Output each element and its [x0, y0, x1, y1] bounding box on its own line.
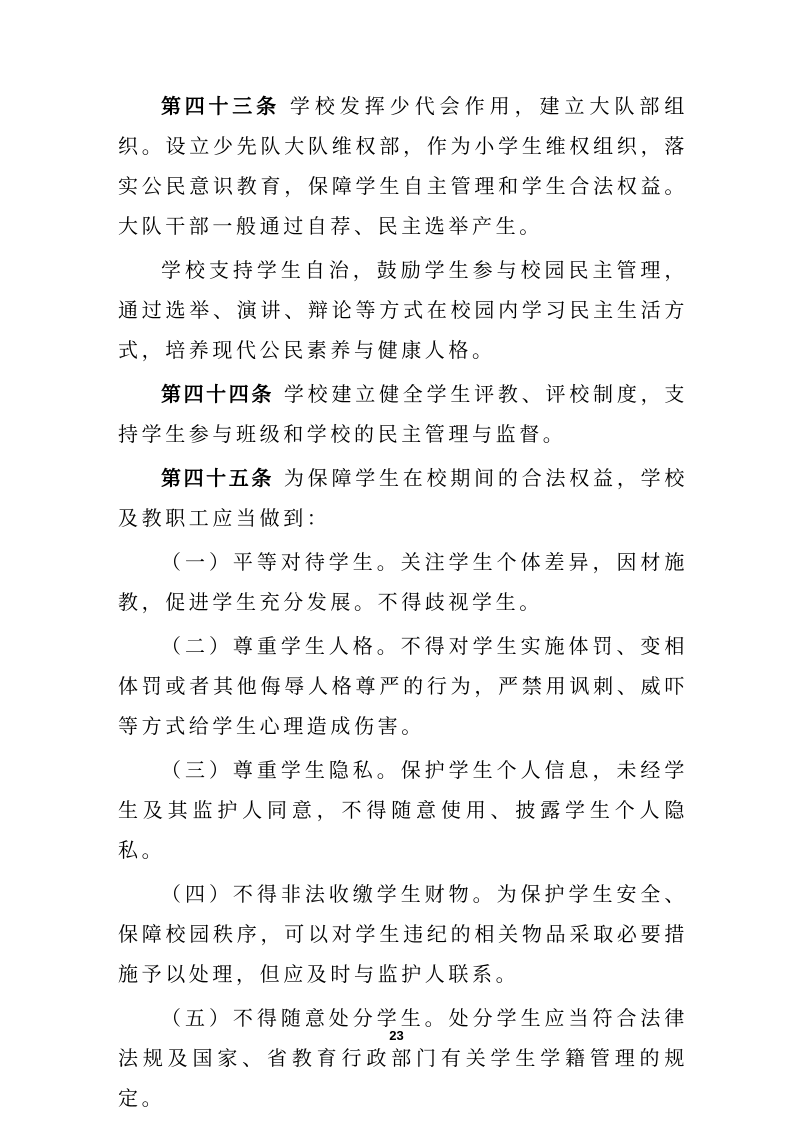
article-45-item-3	[118, 750, 688, 870]
article-45-paragraph	[118, 458, 688, 538]
article-45-item-2	[118, 626, 688, 746]
document-body	[118, 86, 688, 1122]
article-45-item-2-text: （二）尊重学生人格。不得对学生实施体罚、变相体罚或者其他侮辱人格尊严的行为，严禁用讽刺、威吓等方式给学生心理造成伤害。	[118, 634, 688, 738]
article-43-text: 学校发挥少代会作用，建立大队部组织。设立少先队大队维权部，作为小学生维权组织，落实公民意识教育，保障学生自主管理和学生合法权益。大队干部一般通过自荐、民主选举产生。	[118, 94, 689, 238]
article-44-paragraph	[118, 374, 688, 454]
article-45-item-4	[118, 874, 688, 994]
article-45-item-1	[118, 542, 688, 622]
article-43-paragraph-2	[118, 250, 688, 370]
article-45-item-4-text: （四）不得非法收缴学生财物。为保护学生安全、保障校园秩序，可以对学生违纪的相关物品采取必要措施予以处理，但应及时与监护人联系。	[118, 882, 688, 986]
article-45-item-5	[118, 998, 688, 1118]
article-45-item-5-text: （五）不得随意处分学生。处分学生应当符合法律法规及国家、省教育行政部门有关学生学籍管理的规定。	[118, 1006, 688, 1110]
article-45-label: 第四十五条	[161, 466, 274, 490]
article-45-text: 为保障学生在校期间的合法权益，学校及教职工应当做到：	[118, 466, 688, 530]
article-45-item-3-text: （三）尊重学生隐私。保护学生个人信息，未经学生及其监护人同意，不得随意使用、披露学生个人隐私。	[118, 758, 688, 862]
page-number: 23	[389, 1028, 404, 1043]
article-44-label: 第四十四条	[161, 382, 274, 406]
article-44-text: 学校建立健全学生评教、评校制度，支持学生参与班级和学校的民主管理与监督。	[118, 382, 688, 446]
article-43-label: 第四十三条	[161, 94, 280, 118]
article-43-text-2: 学校支持学生自治，鼓励学生参与校园民主管理，通过选举、演讲、辩论等方式在校园内学习民主生活方式，培养现代公民素养与健康人格。	[118, 258, 688, 362]
article-43-paragraph	[118, 86, 688, 246]
article-45-item-1-text: （一）平等对待学生。关注学生个体差异，因材施教，促进学生充分发展。不得歧视学生。	[118, 550, 688, 614]
